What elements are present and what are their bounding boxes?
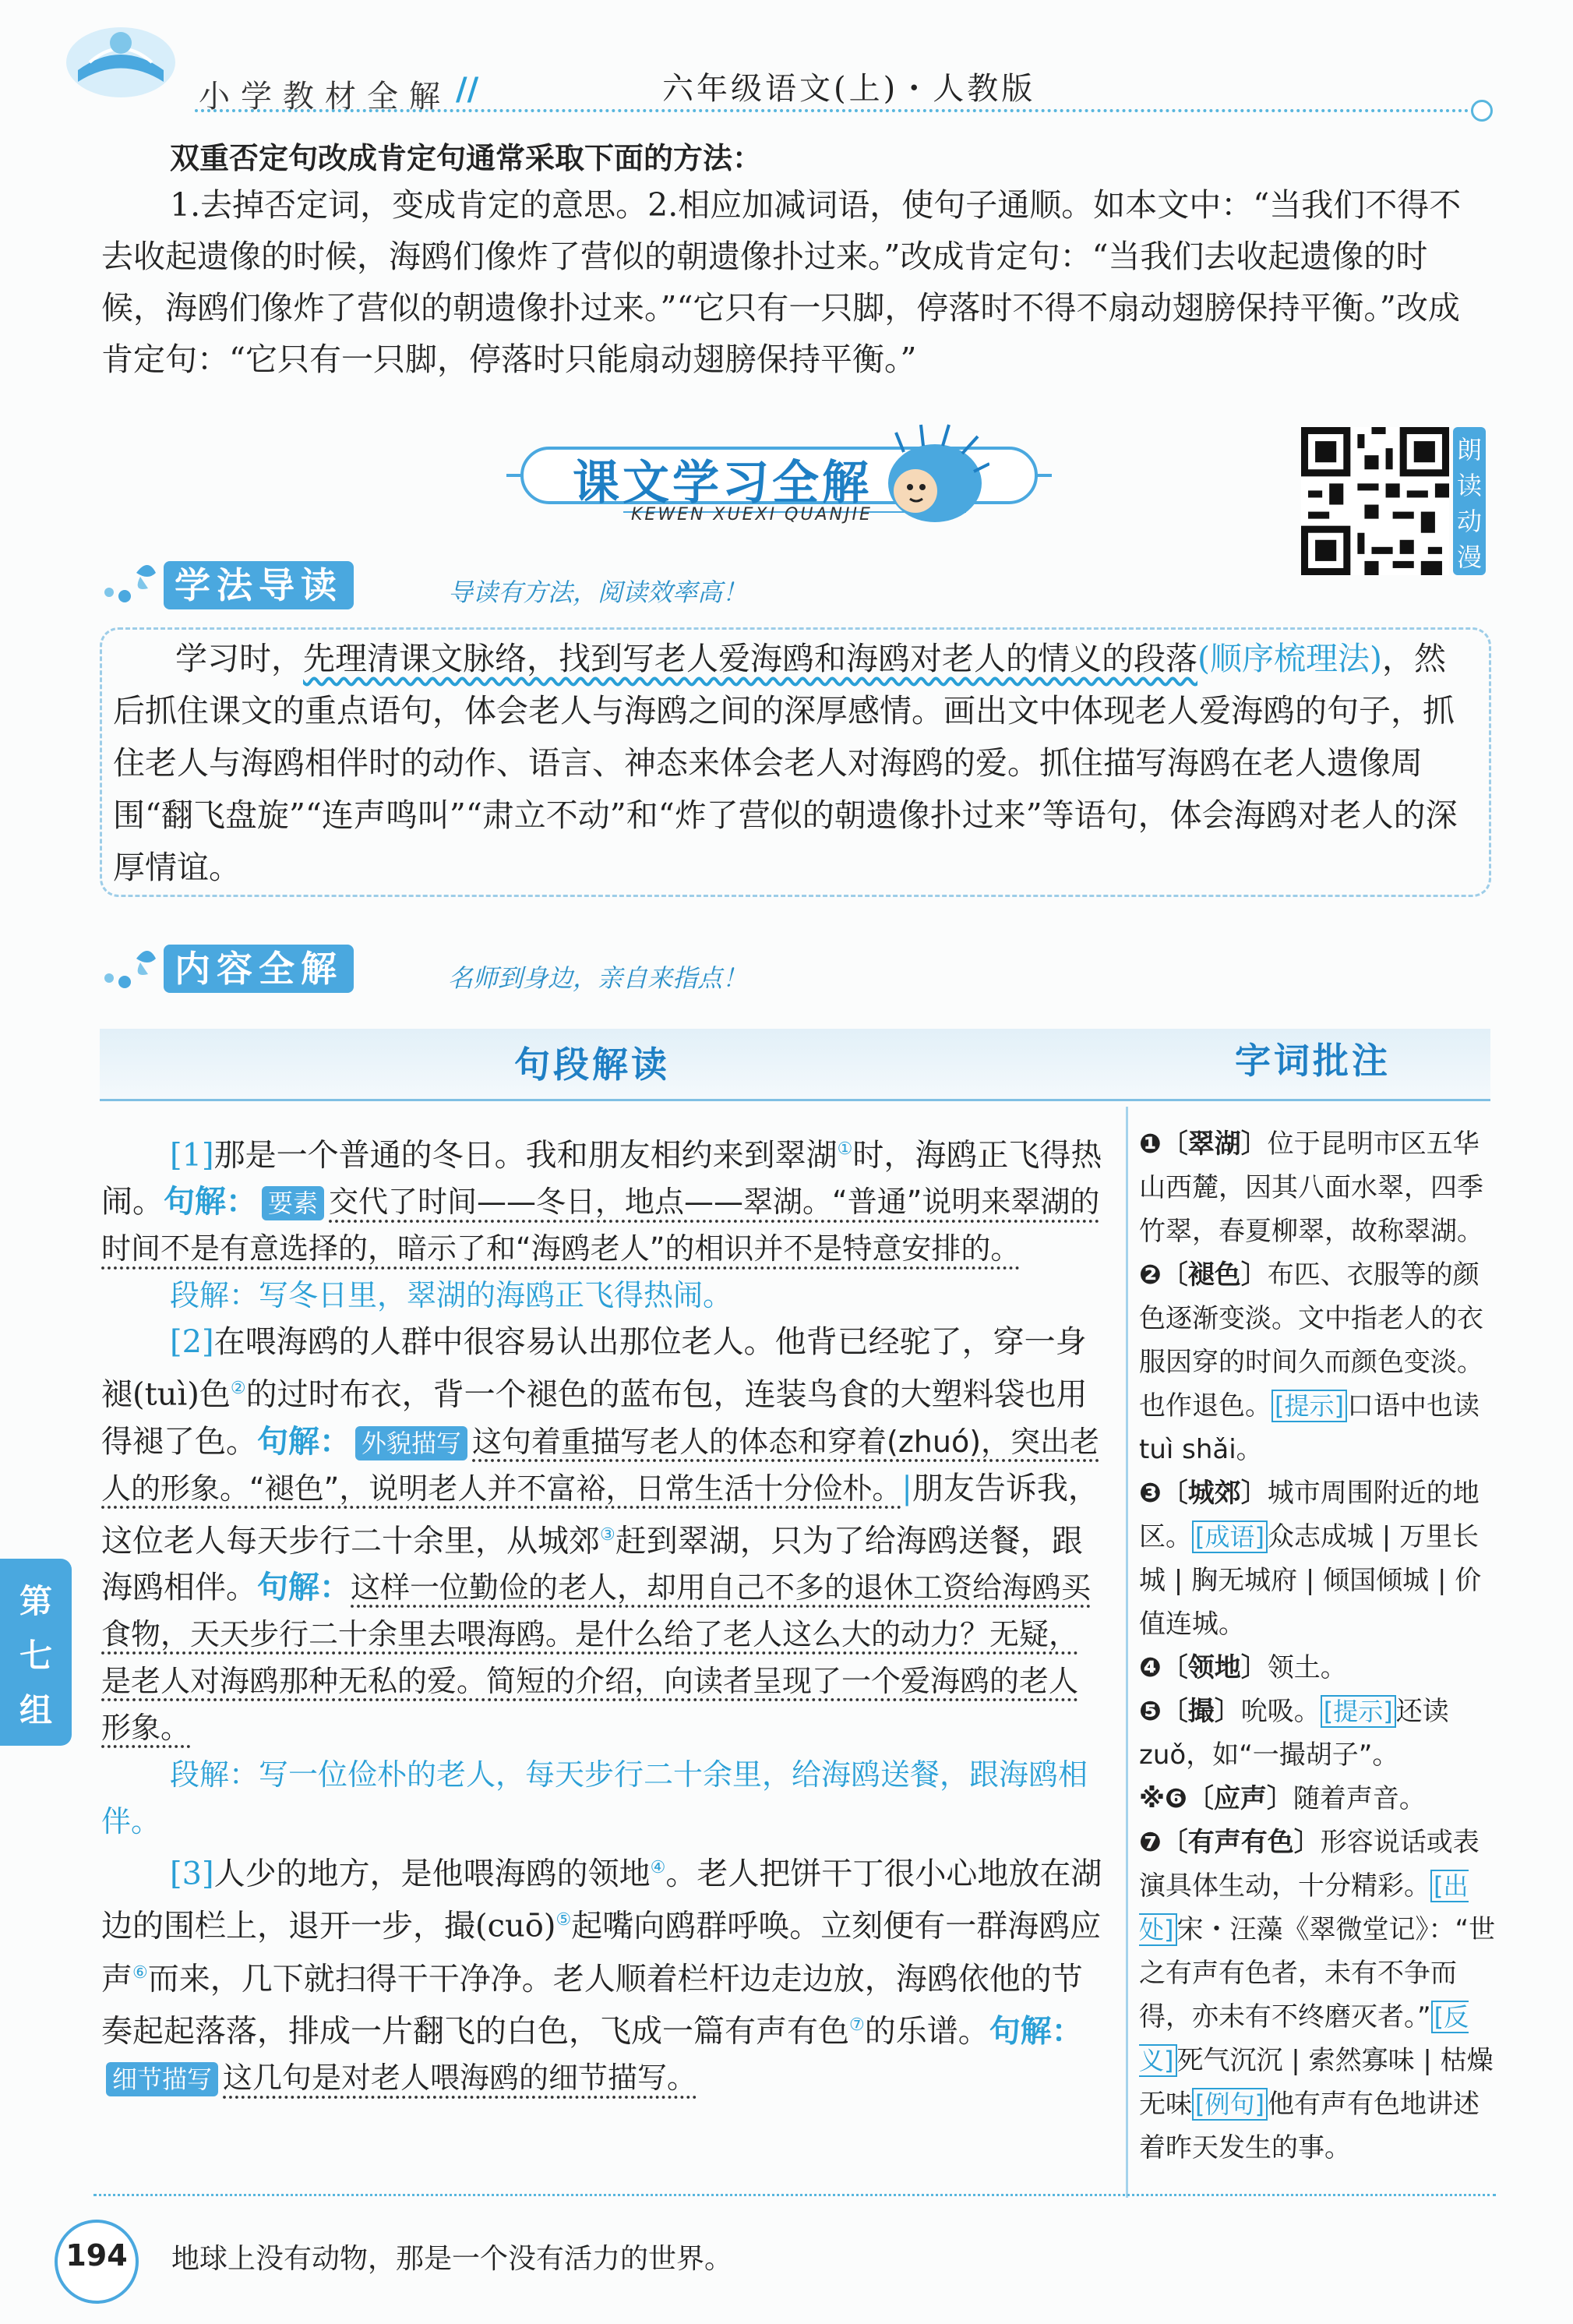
note-7 bbox=[1139, 1821, 1497, 2170]
guide-key-sentence: 先理清课文脉络，找到写老人爱海鸥和海鸥对老人的情义的段落 bbox=[303, 640, 1197, 677]
note-term: ※❻〔应声〕 bbox=[1139, 1783, 1293, 1814]
footnote-ref: ④ bbox=[650, 1857, 666, 1877]
column-title-sentence-analysis: 句段解读 bbox=[514, 1044, 670, 1086]
side-tab-char: 第 bbox=[19, 1582, 52, 1620]
text: 赶到翠湖，只为了给海鸥送餐，跟海鸥相伴。 bbox=[101, 1522, 1083, 1605]
note-text: 随着声音。 bbox=[1293, 1783, 1426, 1814]
text: 。老人把饼干丁很小心地放在湖边的围栏上，退开一步，撮(cuō) bbox=[101, 1856, 1102, 1944]
tag-content-analysis-note: 名师到身边，亲自来指点！ bbox=[448, 963, 748, 993]
intro-body: 1.去掉否定词，变成肯定的意思。2.相应加减词语，使句子通顺。如本文中：“当我们不得不去收起遗像的时候，海鸥们像炸了营似的朝遗像扑过来。”改成肯定句：“当我们去收起遗像的时候，海鸥们像炸了营似的朝遗像扑过来。”“它只有一只脚，停落时不得不扇动翅膀保持平衡。”改成肯定句：“它只有一只脚，停落时只能扇动翅膀保持平衡。” bbox=[101, 186, 1462, 378]
note-term: ❶〔翠湖〕 bbox=[1139, 1128, 1268, 1160]
note-4 bbox=[1139, 1646, 1497, 1690]
footnote-ref: ⑥ bbox=[132, 1962, 148, 1983]
text: 人少的地方，是他喂海鸥的领地 bbox=[213, 1856, 651, 1892]
qr-side-char: 漫 bbox=[1456, 542, 1482, 572]
series-title: 小学教材全解 bbox=[199, 79, 451, 115]
note-term: ❷〔褪色〕 bbox=[1139, 1259, 1268, 1291]
text: 朋友告诉我，这位老人每天步行二十余里，从城郊 bbox=[101, 1470, 1099, 1559]
text: 起嘴向鸥群呼唤。立刻便有一群海鸥应声 bbox=[101, 1908, 1102, 1997]
analysis-text: 这几句是对老人喂海鸥的细节描写。 bbox=[223, 2061, 697, 2096]
word-notes-column bbox=[1139, 1122, 1497, 2170]
page-number: 194 bbox=[65, 2238, 128, 2273]
header-dot-icon bbox=[1471, 100, 1493, 122]
text: 在喂海鸥的人群中很容易认出那位老人。他背已经驼了，穿一身褪(tuì)色 bbox=[101, 1324, 1087, 1413]
qr-side-label bbox=[1453, 427, 1486, 575]
analysis-tag: 细节描写 bbox=[106, 2062, 218, 2096]
column-divider bbox=[1126, 1107, 1128, 2198]
note-tip-label: [例句] bbox=[1192, 2088, 1268, 2121]
note-5 bbox=[1139, 1690, 1497, 1777]
note-text: 死气沉沉 | 索然寡味 | 枯燥无味 bbox=[1139, 2045, 1494, 2120]
footer-quote: 地球上没有动物，那是一个没有活力的世界。 bbox=[171, 2243, 733, 2275]
paragraph-number: [3] bbox=[170, 1856, 214, 1892]
guide-method: (顺序梳理法) bbox=[1197, 640, 1382, 677]
guide-rest: ，然后抓住课文的重点语句，体会老人与海鸥之间的深厚感情。画出文中体现老人爱海鸥的句子，抓住老人与海鸥相伴时的动作、语言、神态来体会老人对海鸥的爱。抓住描写海鸥在老人遗像周围“翻飞盘旋”“连声鸣叫”“肃立不动”和“炸了营似的朝遗像扑过来”等语句，体会海鸥对老人的深厚情谊。 bbox=[113, 640, 1458, 886]
analysis-tag: 要素 bbox=[262, 1186, 324, 1220]
tag-content-analysis: 内容全解 bbox=[164, 945, 354, 993]
paragraph-summary bbox=[101, 1272, 1106, 1319]
analysis-text: 这样一位勤俭的老人，却用自己不多的退休工资给海鸥买食物，天天步行二十余里去喂海鸥。是什么给了老人这么大的动力？无疑，是老人对海鸥那种无私的爱。简短的介绍，向读者呈现了一个爱海鸥的老人形象。 bbox=[101, 1570, 1092, 1745]
note-text: 口语中也读 tuì shǎi。 bbox=[1139, 1390, 1480, 1465]
analysis-text: 这句着重描写老人的体态和穿着(zhuó)，突出老人的形象。“褪色”，说明老人并不富裕，日常生活十分俭朴。 bbox=[101, 1424, 1100, 1506]
footnote-ref: ② bbox=[230, 1379, 246, 1399]
note-3 bbox=[1139, 1471, 1497, 1646]
column-header-underline bbox=[100, 1099, 1490, 1101]
note-text: 城市周围附近的地区。 bbox=[1139, 1478, 1480, 1552]
note-tip-label: [出处] bbox=[1139, 1871, 1469, 1944]
text: 的过时布衣，背一个褪色的蓝布包，连装鸟食的大塑料袋也用得褪了色。 bbox=[101, 1376, 1088, 1460]
note-text: 还读 zuǒ，如“一撮胡子”。 bbox=[1139, 1696, 1449, 1771]
note-tip-label: [反义] bbox=[1139, 2002, 1469, 2075]
analysis-tag: 外貌描写 bbox=[355, 1426, 467, 1460]
paragraph-1 bbox=[101, 1126, 1106, 1272]
text: 的乐谱。 bbox=[864, 2013, 989, 2050]
side-tab-char: 组 bbox=[19, 1691, 52, 1729]
qr-side-char: 动 bbox=[1456, 507, 1482, 536]
note-6 bbox=[1139, 1777, 1497, 1821]
guide-lead: 学习时， bbox=[175, 640, 303, 677]
note-term: ❼〔有声有色〕 bbox=[1139, 1827, 1321, 1858]
sentence-analysis-label: 句解： bbox=[164, 1184, 257, 1220]
book-title: 六年级语文(上)・人教版 bbox=[662, 71, 1036, 107]
paragraph-summary-text: 段解：写冬日里，翠湖的海鸥正飞得热闹。 bbox=[170, 1278, 733, 1313]
qr-side-char: 朗 bbox=[1456, 435, 1482, 464]
note-text: 吮吸。 bbox=[1240, 1696, 1321, 1727]
paragraph-2 bbox=[101, 1319, 1106, 1751]
note-2 bbox=[1139, 1253, 1497, 1471]
note-tip-label: [提示] bbox=[1321, 1695, 1396, 1728]
sentence-analysis-label: 句解： bbox=[257, 1569, 351, 1605]
note-term: ❺〔撮〕 bbox=[1139, 1696, 1241, 1727]
note-term: ❹〔领地〕 bbox=[1139, 1652, 1268, 1683]
text: 而来，几下就扫得干干净净。老人顺着栏杆边走边放，海鸥依他的节奏起起落落，排成一片翻飞的白色，飞成一篇有声有色 bbox=[101, 1960, 1083, 2050]
text: 那是一个普通的冬日。我和朋友相约来到翠湖 bbox=[213, 1137, 838, 1174]
note-text: 位于昆明市区五华山西麓，因其八面水翠，四季竹翠，春夏柳翠，故称翠湖。 bbox=[1139, 1128, 1483, 1247]
paragraph-number: [2] bbox=[170, 1324, 214, 1361]
note-text: 领土。 bbox=[1267, 1652, 1347, 1683]
intro-title: 双重否定句改成肯定句通常采取下面的方法： bbox=[170, 141, 763, 175]
footnote-ref: ⑤ bbox=[555, 1910, 572, 1930]
paragraph-number: [1] bbox=[170, 1137, 214, 1174]
text: 时，海鸥正飞得热闹。 bbox=[101, 1137, 1102, 1220]
side-tab-char: 七 bbox=[19, 1637, 52, 1675]
sentence-analysis-label: 句解： bbox=[257, 1423, 351, 1460]
footnote-ref: ⑦ bbox=[849, 2015, 865, 2035]
tag-reading-guide: 学法导读 bbox=[164, 561, 354, 609]
analysis-text: 交代了时间——冬日，地点——翠湖。“普通”说明来翠湖的时间不是有意选择的，暗示了和“海鸥老人”的相识并不是特意安排的。 bbox=[101, 1185, 1100, 1266]
note-term: ❸〔城郊〕 bbox=[1139, 1478, 1268, 1509]
note-text: 形容说话或表演具体生动，十分精彩。 bbox=[1139, 1827, 1480, 1902]
note-1 bbox=[1139, 1122, 1497, 1253]
footnote-ref: ③ bbox=[600, 1524, 615, 1545]
book-logo-icon bbox=[62, 16, 179, 101]
column-title-word-notes: 字词批注 bbox=[1235, 1040, 1391, 1082]
note-tip-label: [成语] bbox=[1192, 1520, 1268, 1553]
separator: | bbox=[901, 1470, 912, 1506]
hedgehog-mascot-icon bbox=[873, 421, 989, 538]
tag-reading-guide-note: 导读有方法，阅读效率高！ bbox=[448, 577, 748, 607]
paragraph-summary bbox=[101, 1751, 1106, 1845]
paragraph-summary-text: 段解：写一位俭朴的老人，每天步行二十余里，给海鸥送餐，跟海鸥相伴。 bbox=[101, 1757, 1088, 1838]
note-text: 众志成城 | 万里长城 | 胸无城府 | 倾国倾城 | 价值连城。 bbox=[1139, 1521, 1482, 1640]
qr-code-icon[interactable] bbox=[1301, 427, 1449, 575]
footer-divider bbox=[93, 2194, 1496, 2196]
note-text: 宋・汪藻《翠微堂记》：“世之有声有色者，未有不争而得，亦未有不终磨灭者。” bbox=[1139, 1914, 1496, 2033]
header-divider bbox=[195, 109, 1488, 112]
chapter-side-tab[interactable] bbox=[0, 1559, 72, 1746]
qr-side-char: 读 bbox=[1456, 471, 1482, 500]
sentence-analysis-label: 句解： bbox=[989, 2013, 1083, 2050]
main-text-column bbox=[101, 1126, 1106, 2101]
section-title: 课文学习全解 bbox=[573, 456, 872, 510]
reading-guide-text bbox=[113, 633, 1476, 894]
note-text: 布匹、衣服等的颜色逐渐变淡。文中指老人的衣服因穿的时间久而颜色变淡。也作退色。 bbox=[1139, 1259, 1483, 1422]
header-slashes: // bbox=[456, 72, 479, 108]
note-text: 他有声有色地讲述着昨天发生的事。 bbox=[1139, 2089, 1480, 2163]
section-subtitle: KEWEN XUEXI QUANJIE bbox=[631, 505, 873, 524]
paragraph-3 bbox=[101, 1845, 1106, 2101]
note-tip-label: [提示] bbox=[1271, 1390, 1347, 1422]
footnote-ref: ① bbox=[837, 1139, 853, 1159]
